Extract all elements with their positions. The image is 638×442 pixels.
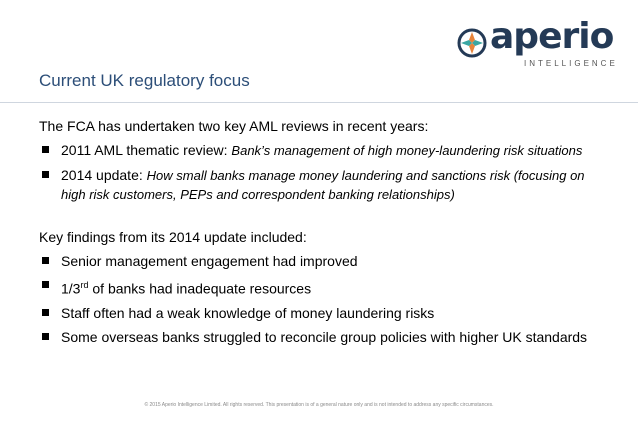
list-item bbox=[39, 328, 609, 346]
list-item bbox=[39, 252, 609, 270]
list-item bbox=[39, 304, 609, 322]
section1-list bbox=[39, 141, 609, 204]
bullet-icon bbox=[42, 257, 49, 264]
slide-body bbox=[39, 117, 609, 352]
item-prefix: 2014 update: bbox=[61, 167, 147, 183]
list-item bbox=[39, 166, 609, 204]
item-superscript: rd bbox=[80, 280, 89, 290]
item-text: Some overseas banks struggled to reconcile group policies with higher UK standards bbox=[61, 328, 588, 345]
bullet-icon bbox=[42, 333, 49, 340]
item-detail: Bank’s management of high money-laundering risk situations bbox=[231, 143, 583, 158]
bullet-icon bbox=[42, 309, 49, 316]
bullet-icon bbox=[42, 281, 49, 288]
item-text: Staff often had a weak knowledge of money laundering risks bbox=[61, 304, 435, 321]
list-item bbox=[39, 276, 609, 298]
footer-disclaimer: © 2015 Aperio Intelligence Limited. All rights reserved. This presentation is of a general nature only and is not intended to address any specific circumstances. bbox=[144, 402, 494, 408]
logo-subtitle: INTELLIGENCE bbox=[524, 59, 618, 68]
title-divider bbox=[0, 102, 638, 103]
slide-title: Current UK regulatory focus bbox=[39, 71, 250, 90]
item-fraction: 1/3 bbox=[61, 280, 81, 297]
item-text: Senior management engagement had improved bbox=[61, 253, 358, 269]
item-detail: How small banks manage money laundering and sanctions risk (focusing on high risk customers, PEPs and correspondent banking relationships) bbox=[61, 168, 585, 202]
section2-lead: Key findings from its 2014 update included: bbox=[39, 229, 307, 245]
item-text: of banks had inadequate resources bbox=[88, 280, 312, 297]
list-item bbox=[39, 141, 609, 160]
section2-list bbox=[39, 252, 609, 346]
aperio-logo bbox=[456, 16, 626, 68]
aperio-emblem-icon bbox=[456, 27, 488, 59]
bullet-icon bbox=[42, 146, 49, 153]
logo-wordmark: aperio bbox=[490, 16, 614, 57]
bullet-icon bbox=[42, 171, 49, 178]
item-prefix: 2011 AML thematic review: bbox=[61, 142, 232, 158]
section1-lead: The FCA has undertaken two key AML reviews in recent years: bbox=[39, 118, 429, 134]
